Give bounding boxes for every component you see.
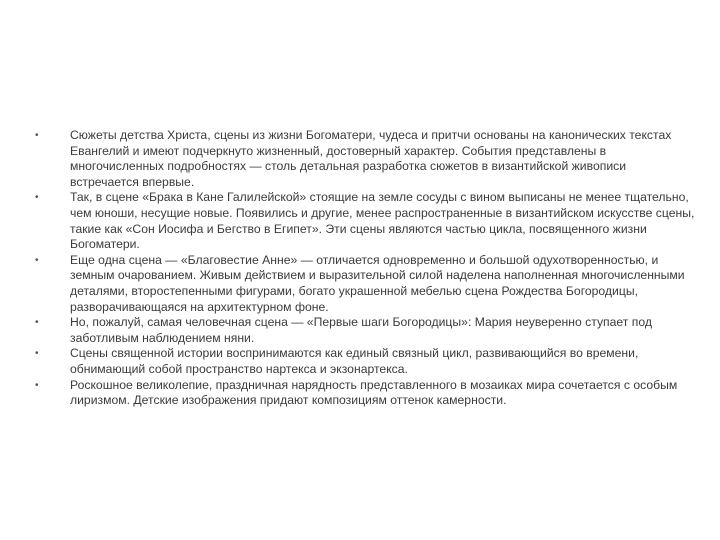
bullet-text: Так, в сцене «Брака в Кане Галилейской» стоящие на земле сосуды с вином выписаны не менее тщательно, чем юноши, несущие новые. Появились и другие, менее распространенные в византийском искусстве сцены, такие как «Сон Иосифа и Бегство в Египет». Эти сцены являются частью цикла, посвященного жизни Богоматери. (70, 190, 695, 252)
bullet-dot-icon: • (35, 348, 39, 360)
bullet-dot-icon: • (35, 317, 39, 329)
bullet-item-5 (35, 346, 695, 377)
bullet-text: Но, пожалуй, самая человечная сцена — «Первые шаги Богородицы»: Мария неуверенно ступает под заботливым наблюдением няни. (70, 315, 652, 345)
bullet-item-6 (35, 377, 695, 409)
bullet-dot-icon: • (35, 379, 39, 391)
bullet-dot-icon: • (35, 192, 39, 204)
bullet-text: Сюжеты детства Христа, сцены из жизни Богоматери, чудеса и притчи основаны на канонических текстах Евангелий и имеют подчеркнуто жизненный, достоверный характер. События представлены в многочисленных подробностях — столь детальная разработка сюжетов в византийской живописи встречается впервые. (70, 128, 672, 189)
bullet-text: Роскошное великолепие, праздничная нарядность представленного в мозаиках мира сочетается с особым лиризмом. Детские изображения придают композициям оттенок камерности. (70, 377, 678, 408)
bullet-item-1 (35, 128, 695, 190)
bullet-item-4 (35, 315, 695, 346)
bullet-item-3 (35, 252, 695, 315)
bullet-list (35, 128, 695, 409)
bullet-text: Сцены священной истории воспринимаются как единый связный цикл, развивающийся во времени, обнимающий собой пространство нартекса и экзонартекса. (70, 346, 639, 376)
bullet-text: Еще одна сцена — «Благовестие Анне» — отличается одновременно и большой одухотворенностью, и земным очарованием. Живым действием и выразительной силой наделена наполненная многочисленными деталями, второстепенными фигурами, богато украшенной мебелью сцена Рождества Богородицы, разворачивающаяся на архитектурном фоне. (70, 252, 685, 314)
bullet-dot-icon: • (35, 130, 39, 141)
bullet-item-2 (35, 190, 695, 252)
bullet-dot-icon: • (35, 254, 39, 266)
